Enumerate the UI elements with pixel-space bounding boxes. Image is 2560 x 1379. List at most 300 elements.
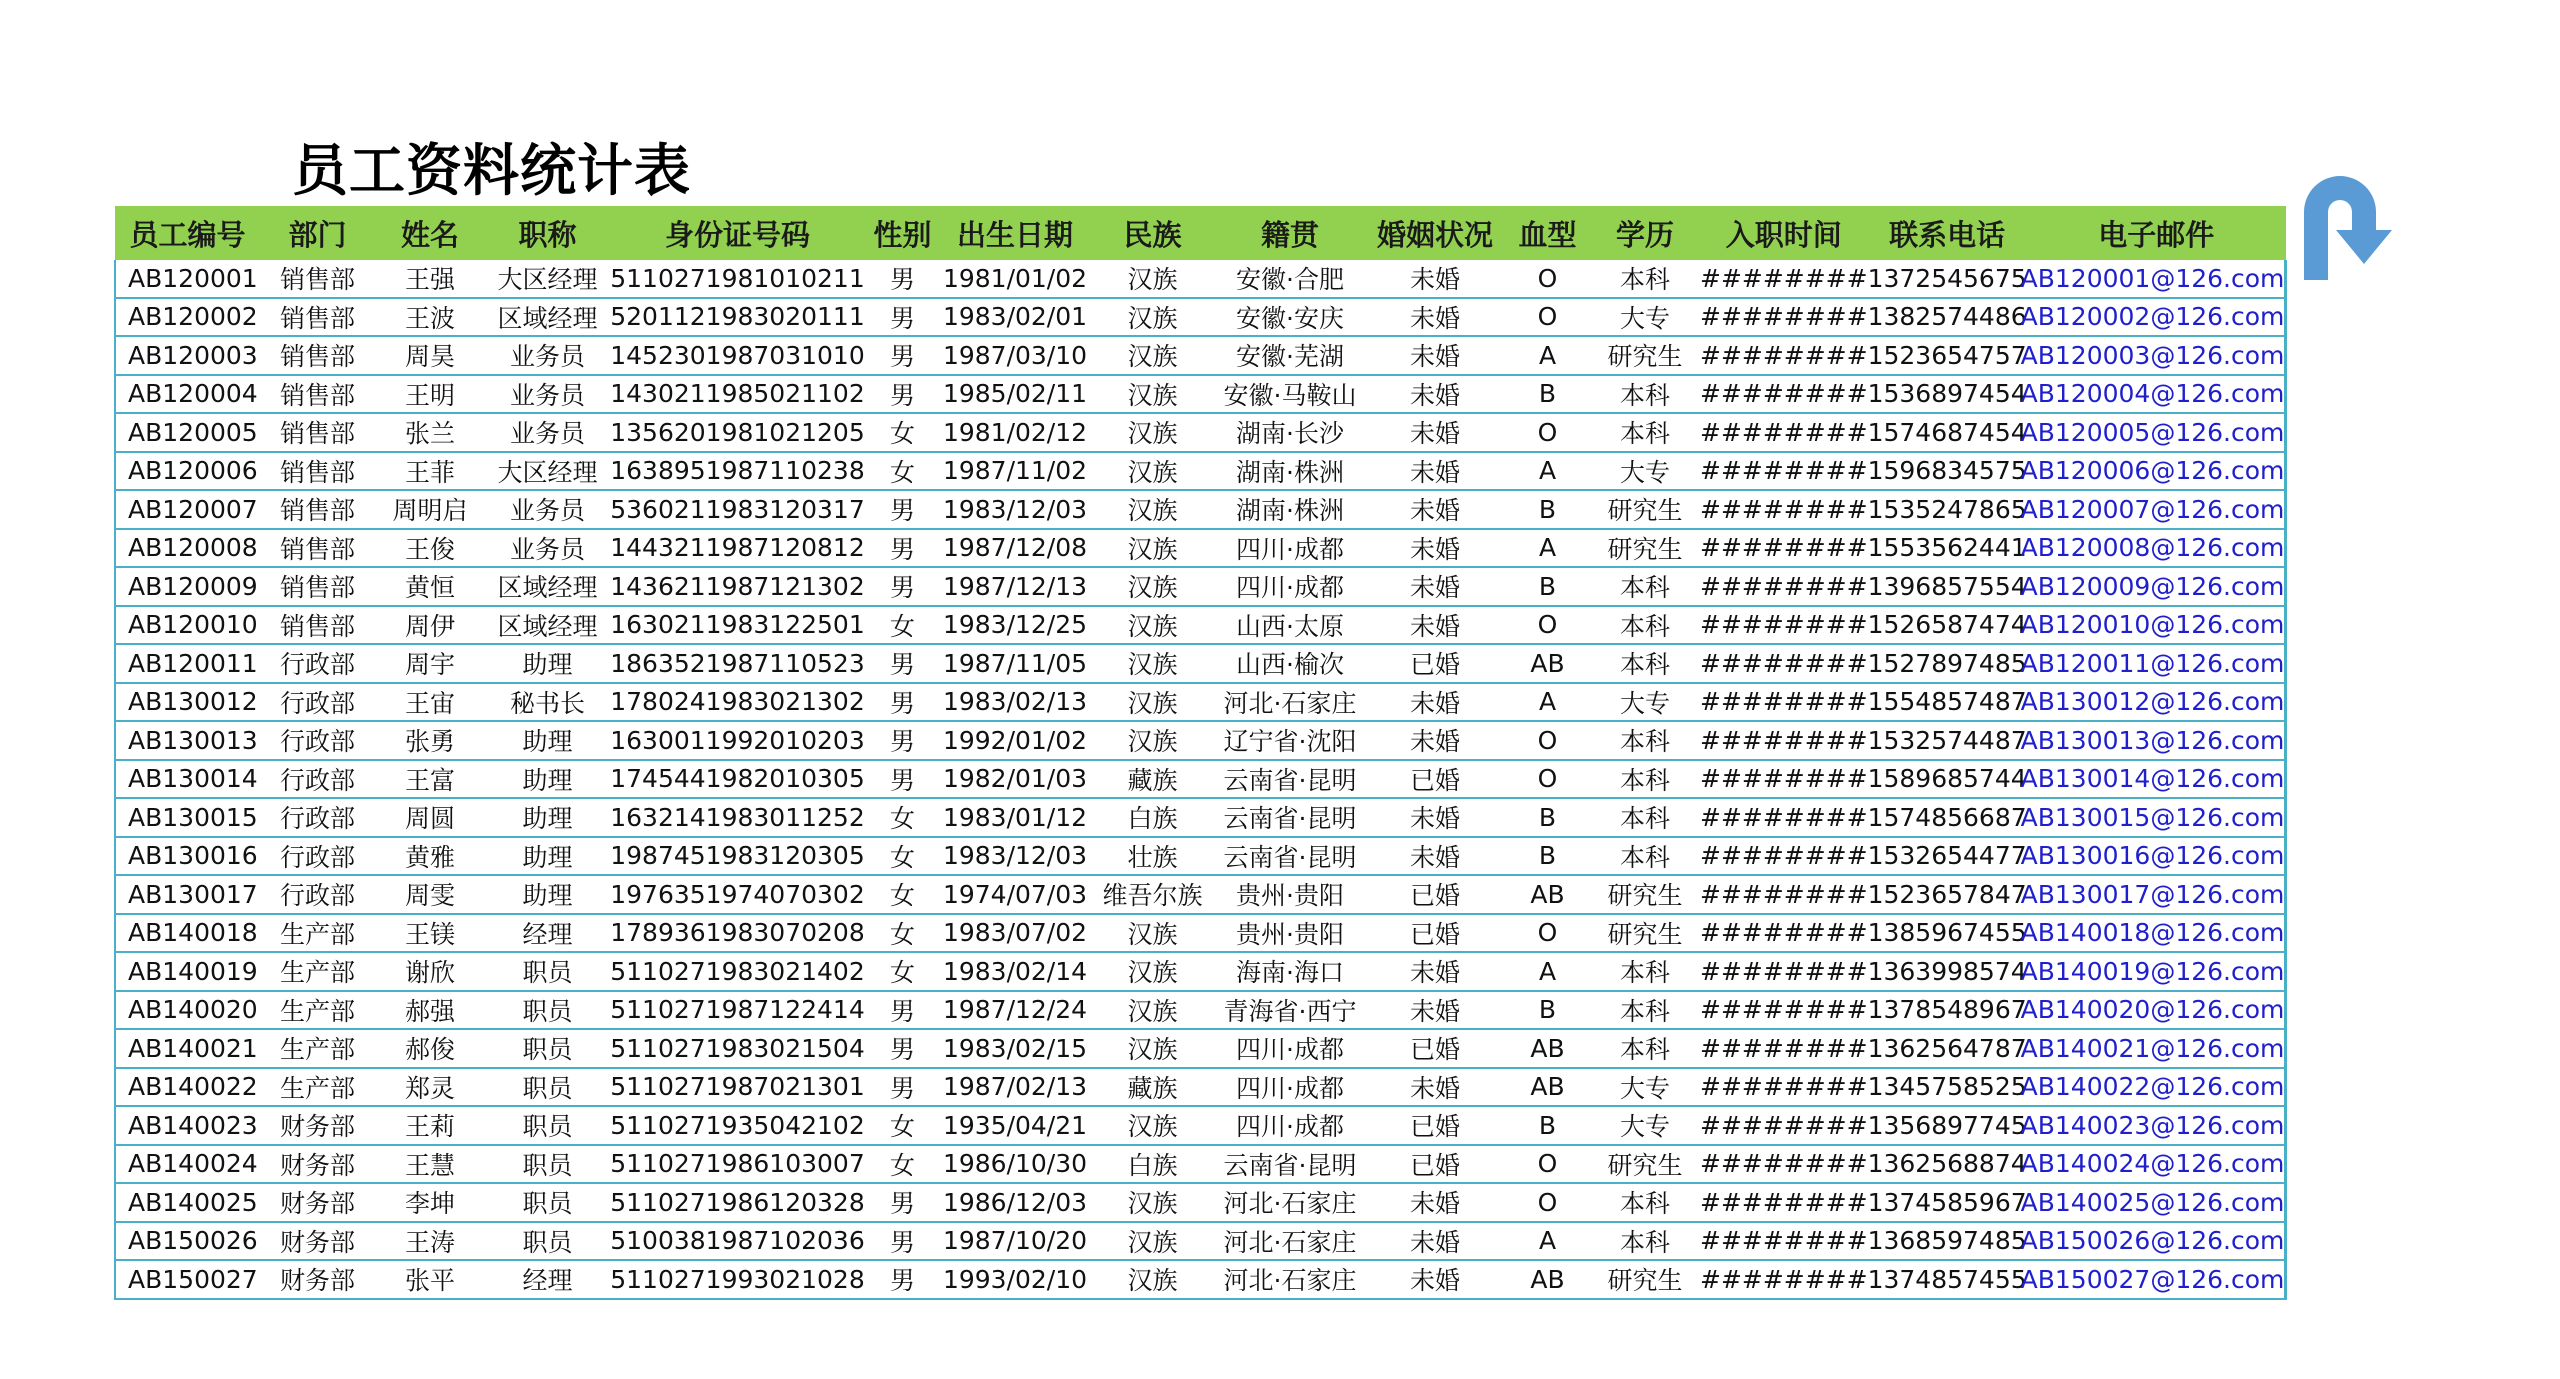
cell-blood[interactable]: B bbox=[1505, 375, 1590, 414]
cell-birthdate[interactable]: 1981/01/02 bbox=[940, 260, 1090, 298]
cell-hire-date[interactable]: ######## bbox=[1700, 837, 1868, 876]
cell-dept[interactable]: 生产部 bbox=[260, 1068, 375, 1107]
cell-ethnicity[interactable]: 汉族 bbox=[1090, 1222, 1215, 1261]
cell-title[interactable]: 大区经理 bbox=[485, 452, 610, 491]
cell-id-number[interactable]: 1638951987110238 bbox=[610, 452, 865, 491]
email-link[interactable]: AB120011@126.com bbox=[2020, 648, 2285, 678]
cell-name[interactable]: 郝强 bbox=[375, 991, 485, 1030]
cell-phone[interactable]: 1532654477 bbox=[1868, 837, 2027, 876]
cell-education[interactable]: 本科 bbox=[1590, 991, 1700, 1030]
email-link[interactable]: AB130016@126.com bbox=[2020, 841, 2285, 871]
cell-emp-id[interactable]: AB120001 bbox=[115, 260, 260, 298]
col-header-marital[interactable]: 婚姻状况 bbox=[1365, 206, 1505, 260]
cell-hire-date[interactable]: ######## bbox=[1700, 567, 1868, 606]
cell-birthdate[interactable]: 1982/01/03 bbox=[940, 760, 1090, 799]
cell-hire-date[interactable]: ######## bbox=[1700, 298, 1868, 337]
cell-id-number[interactable]: 1430211985021102 bbox=[610, 375, 865, 414]
col-header-education[interactable]: 学历 bbox=[1590, 206, 1700, 260]
cell-hire-date[interactable]: ######## bbox=[1700, 490, 1868, 529]
cell-email[interactable] bbox=[2020, 529, 2286, 568]
cell-phone[interactable]: 1374857455 bbox=[1868, 1260, 2027, 1299]
cell-blood[interactable]: B bbox=[1505, 567, 1590, 606]
cell-dept[interactable]: 销售部 bbox=[260, 452, 375, 491]
cell-education[interactable]: 本科 bbox=[1590, 760, 1700, 799]
cell-title[interactable]: 助理 bbox=[485, 875, 610, 914]
cell-emp-id[interactable]: AB140023 bbox=[115, 1106, 260, 1145]
cell-email[interactable] bbox=[2020, 1260, 2286, 1299]
col-header-hire-date[interactable]: 入职时间 bbox=[1700, 206, 1868, 260]
cell-dept[interactable]: 销售部 bbox=[260, 490, 375, 529]
cell-title[interactable]: 助理 bbox=[485, 798, 610, 837]
cell-hometown[interactable]: 安徽·安庆 bbox=[1215, 298, 1365, 337]
cell-phone[interactable]: 1385967455 bbox=[1868, 914, 2027, 953]
cell-blood[interactable]: O bbox=[1505, 260, 1590, 298]
cell-marital[interactable]: 已婚 bbox=[1365, 1029, 1505, 1068]
cell-gender[interactable]: 女 bbox=[865, 1145, 940, 1184]
cell-email[interactable] bbox=[2020, 721, 2286, 760]
cell-email[interactable] bbox=[2020, 837, 2286, 876]
cell-phone[interactable]: 1574856687 bbox=[1868, 798, 2027, 837]
cell-marital[interactable]: 未婚 bbox=[1365, 837, 1505, 876]
cell-blood[interactable]: O bbox=[1505, 413, 1590, 452]
cell-ethnicity[interactable]: 白族 bbox=[1090, 1145, 1215, 1184]
cell-blood[interactable]: O bbox=[1505, 1183, 1590, 1222]
cell-title[interactable]: 区域经理 bbox=[485, 298, 610, 337]
col-header-ethnicity[interactable]: 民族 bbox=[1090, 206, 1215, 260]
cell-blood[interactable]: A bbox=[1505, 1222, 1590, 1261]
cell-emp-id[interactable]: AB130015 bbox=[115, 798, 260, 837]
cell-blood[interactable]: A bbox=[1505, 336, 1590, 375]
cell-blood[interactable]: A bbox=[1505, 683, 1590, 722]
cell-education[interactable]: 本科 bbox=[1590, 798, 1700, 837]
cell-ethnicity[interactable]: 汉族 bbox=[1090, 260, 1215, 298]
cell-emp-id[interactable]: AB140022 bbox=[115, 1068, 260, 1107]
cell-name[interactable]: 王富 bbox=[375, 760, 485, 799]
cell-education[interactable]: 本科 bbox=[1590, 375, 1700, 414]
cell-email[interactable] bbox=[2020, 375, 2286, 414]
cell-phone[interactable]: 1523654757 bbox=[1868, 336, 2027, 375]
cell-hire-date[interactable]: ######## bbox=[1700, 375, 1868, 414]
cell-hometown[interactable]: 湖南·株洲 bbox=[1215, 490, 1365, 529]
cell-dept[interactable]: 行政部 bbox=[260, 875, 375, 914]
cell-blood[interactable]: B bbox=[1505, 1106, 1590, 1145]
cell-id-number[interactable]: 1789361983070208 bbox=[610, 914, 865, 953]
col-header-emp-id[interactable]: 员工编号 bbox=[115, 206, 260, 260]
email-link[interactable]: AB140021@126.com bbox=[2020, 1033, 2285, 1063]
cell-emp-id[interactable]: AB130013 bbox=[115, 721, 260, 760]
cell-education[interactable]: 本科 bbox=[1590, 567, 1700, 606]
cell-emp-id[interactable]: AB130014 bbox=[115, 760, 260, 799]
cell-dept[interactable]: 销售部 bbox=[260, 336, 375, 375]
cell-hometown[interactable]: 河北·石家庄 bbox=[1215, 1260, 1365, 1299]
cell-emp-id[interactable]: AB120005 bbox=[115, 413, 260, 452]
cell-ethnicity[interactable]: 汉族 bbox=[1090, 914, 1215, 953]
cell-hometown[interactable]: 云南省·昆明 bbox=[1215, 760, 1365, 799]
cell-hire-date[interactable]: ######## bbox=[1700, 1183, 1868, 1222]
cell-birthdate[interactable]: 1981/02/12 bbox=[940, 413, 1090, 452]
cell-gender[interactable]: 男 bbox=[865, 567, 940, 606]
cell-education[interactable]: 本科 bbox=[1590, 644, 1700, 683]
cell-gender[interactable]: 男 bbox=[865, 1222, 940, 1261]
cell-birthdate[interactable]: 1985/02/11 bbox=[940, 375, 1090, 414]
cell-emp-id[interactable]: AB140018 bbox=[115, 914, 260, 953]
cell-ethnicity[interactable]: 汉族 bbox=[1090, 1260, 1215, 1299]
cell-birthdate[interactable]: 1983/12/03 bbox=[940, 490, 1090, 529]
cell-marital[interactable]: 已婚 bbox=[1365, 914, 1505, 953]
cell-hire-date[interactable]: ######## bbox=[1700, 413, 1868, 452]
cell-emp-id[interactable]: AB120008 bbox=[115, 529, 260, 568]
cell-name[interactable]: 王镁 bbox=[375, 914, 485, 953]
cell-birthdate[interactable]: 1983/12/03 bbox=[940, 837, 1090, 876]
cell-education[interactable]: 本科 bbox=[1590, 1029, 1700, 1068]
cell-hire-date[interactable]: ######## bbox=[1700, 952, 1868, 991]
cell-dept[interactable]: 行政部 bbox=[260, 798, 375, 837]
cell-phone[interactable]: 1596834575 bbox=[1868, 452, 2027, 491]
cell-email[interactable] bbox=[2020, 567, 2286, 606]
cell-marital[interactable]: 已婚 bbox=[1365, 1106, 1505, 1145]
cell-email[interactable] bbox=[2020, 914, 2286, 953]
email-link[interactable]: AB130015@126.com bbox=[2020, 802, 2285, 832]
cell-title[interactable]: 大区经理 bbox=[485, 260, 610, 298]
email-link[interactable]: AB130012@126.com bbox=[2020, 687, 2285, 717]
cell-hometown[interactable]: 河北·石家庄 bbox=[1215, 1183, 1365, 1222]
cell-education[interactable]: 大专 bbox=[1590, 683, 1700, 722]
email-link[interactable]: AB140025@126.com bbox=[2020, 1187, 2285, 1217]
cell-dept[interactable]: 销售部 bbox=[260, 375, 375, 414]
cell-birthdate[interactable]: 1983/07/02 bbox=[940, 914, 1090, 953]
cell-marital[interactable]: 未婚 bbox=[1365, 298, 1505, 337]
cell-hire-date[interactable]: ######## bbox=[1700, 644, 1868, 683]
cell-hire-date[interactable]: ######## bbox=[1700, 798, 1868, 837]
cell-dept[interactable]: 销售部 bbox=[260, 298, 375, 337]
cell-id-number[interactable]: 5110271981010211 bbox=[610, 260, 865, 298]
cell-title[interactable]: 区域经理 bbox=[485, 567, 610, 606]
cell-dept[interactable]: 生产部 bbox=[260, 952, 375, 991]
cell-marital[interactable]: 未婚 bbox=[1365, 1068, 1505, 1107]
cell-gender[interactable]: 男 bbox=[865, 298, 940, 337]
cell-hometown[interactable]: 河北·石家庄 bbox=[1215, 1222, 1365, 1261]
cell-id-number[interactable]: 1630211983122501 bbox=[610, 606, 865, 645]
cell-email[interactable] bbox=[2020, 1222, 2286, 1261]
cell-ethnicity[interactable]: 汉族 bbox=[1090, 375, 1215, 414]
cell-hire-date[interactable]: ######## bbox=[1700, 760, 1868, 799]
cell-emp-id[interactable]: AB130016 bbox=[115, 837, 260, 876]
email-link[interactable]: AB120010@126.com bbox=[2020, 610, 2285, 640]
cell-education[interactable]: 本科 bbox=[1590, 1222, 1700, 1261]
cell-blood[interactable]: A bbox=[1505, 529, 1590, 568]
cell-phone[interactable]: 1536897454 bbox=[1868, 375, 2027, 414]
cell-birthdate[interactable]: 1983/02/13 bbox=[940, 683, 1090, 722]
cell-birthdate[interactable]: 1987/12/13 bbox=[940, 567, 1090, 606]
cell-ethnicity[interactable]: 汉族 bbox=[1090, 644, 1215, 683]
cell-marital[interactable]: 未婚 bbox=[1365, 683, 1505, 722]
cell-id-number[interactable]: 1863521987110523 bbox=[610, 644, 865, 683]
cell-education[interactable]: 研究生 bbox=[1590, 336, 1700, 375]
email-link[interactable]: AB140024@126.com bbox=[2020, 1149, 2285, 1179]
cell-name[interactable]: 王强 bbox=[375, 260, 485, 298]
cell-phone[interactable]: 1527897485 bbox=[1868, 644, 2027, 683]
col-header-dept[interactable]: 部门 bbox=[260, 206, 375, 260]
cell-email[interactable] bbox=[2020, 413, 2286, 452]
cell-blood[interactable]: O bbox=[1505, 721, 1590, 760]
cell-hometown[interactable]: 四川·成都 bbox=[1215, 1068, 1365, 1107]
cell-name[interactable]: 周圆 bbox=[375, 798, 485, 837]
email-link[interactable]: AB140018@126.com bbox=[2020, 918, 2285, 948]
cell-phone[interactable]: 1368597485 bbox=[1868, 1222, 2027, 1261]
cell-marital[interactable]: 未婚 bbox=[1365, 529, 1505, 568]
cell-education[interactable]: 研究生 bbox=[1590, 1260, 1700, 1299]
cell-dept[interactable]: 行政部 bbox=[260, 760, 375, 799]
cell-id-number[interactable]: 5201121983020111 bbox=[610, 298, 865, 337]
cell-name[interactable]: 王宙 bbox=[375, 683, 485, 722]
cell-emp-id[interactable]: AB120011 bbox=[115, 644, 260, 683]
cell-dept[interactable]: 财务部 bbox=[260, 1260, 375, 1299]
cell-emp-id[interactable]: AB140020 bbox=[115, 991, 260, 1030]
cell-marital[interactable]: 未婚 bbox=[1365, 991, 1505, 1030]
cell-phone[interactable]: 1526587474 bbox=[1868, 606, 2027, 645]
cell-education[interactable]: 研究生 bbox=[1590, 529, 1700, 568]
cell-title[interactable]: 助理 bbox=[485, 721, 610, 760]
cell-title[interactable]: 业务员 bbox=[485, 529, 610, 568]
cell-id-number[interactable]: 5110271993021028 bbox=[610, 1260, 865, 1299]
cell-emp-id[interactable]: AB120009 bbox=[115, 567, 260, 606]
cell-blood[interactable]: B bbox=[1505, 798, 1590, 837]
cell-hometown[interactable]: 山西·榆次 bbox=[1215, 644, 1365, 683]
cell-birthdate[interactable]: 1987/12/24 bbox=[940, 991, 1090, 1030]
cell-emp-id[interactable]: AB120002 bbox=[115, 298, 260, 337]
cell-dept[interactable]: 销售部 bbox=[260, 529, 375, 568]
cell-hire-date[interactable]: ######## bbox=[1700, 260, 1868, 298]
cell-emp-id[interactable]: AB140025 bbox=[115, 1183, 260, 1222]
cell-hometown[interactable]: 四川·成都 bbox=[1215, 1029, 1365, 1068]
cell-hometown[interactable]: 辽宁省·沈阳 bbox=[1215, 721, 1365, 760]
cell-emp-id[interactable]: AB150026 bbox=[115, 1222, 260, 1261]
cell-gender[interactable]: 男 bbox=[865, 1068, 940, 1107]
cell-education[interactable]: 本科 bbox=[1590, 260, 1700, 298]
cell-birthdate[interactable]: 1935/04/21 bbox=[940, 1106, 1090, 1145]
cell-emp-id[interactable]: AB120006 bbox=[115, 452, 260, 491]
cell-hire-date[interactable]: ######## bbox=[1700, 875, 1868, 914]
cell-ethnicity[interactable]: 汉族 bbox=[1090, 606, 1215, 645]
cell-blood[interactable]: AB bbox=[1505, 644, 1590, 683]
cell-title[interactable]: 职员 bbox=[485, 1029, 610, 1068]
cell-hire-date[interactable]: ######## bbox=[1700, 1068, 1868, 1107]
cell-marital[interactable]: 未婚 bbox=[1365, 452, 1505, 491]
cell-dept[interactable]: 行政部 bbox=[260, 721, 375, 760]
cell-gender[interactable]: 男 bbox=[865, 644, 940, 683]
cell-marital[interactable]: 未婚 bbox=[1365, 490, 1505, 529]
cell-gender[interactable]: 女 bbox=[865, 837, 940, 876]
cell-hometown[interactable]: 四川·成都 bbox=[1215, 1106, 1365, 1145]
cell-ethnicity[interactable]: 汉族 bbox=[1090, 529, 1215, 568]
cell-birthdate[interactable]: 1992/01/02 bbox=[940, 721, 1090, 760]
email-link[interactable]: AB140020@126.com bbox=[2020, 995, 2285, 1025]
cell-birthdate[interactable]: 1983/02/01 bbox=[940, 298, 1090, 337]
cell-marital[interactable]: 未婚 bbox=[1365, 413, 1505, 452]
cell-phone[interactable]: 1523657847 bbox=[1868, 875, 2027, 914]
cell-id-number[interactable]: 5100381987102036 bbox=[610, 1222, 865, 1261]
cell-hire-date[interactable]: ######## bbox=[1700, 336, 1868, 375]
cell-ethnicity[interactable]: 白族 bbox=[1090, 798, 1215, 837]
cell-gender[interactable]: 男 bbox=[865, 1029, 940, 1068]
cell-gender[interactable]: 女 bbox=[865, 952, 940, 991]
cell-hire-date[interactable]: ######## bbox=[1700, 914, 1868, 953]
cell-name[interactable]: 周雯 bbox=[375, 875, 485, 914]
cell-name[interactable]: 黄雅 bbox=[375, 837, 485, 876]
cell-blood[interactable]: AB bbox=[1505, 1029, 1590, 1068]
cell-dept[interactable]: 财务部 bbox=[260, 1145, 375, 1184]
cell-gender[interactable]: 男 bbox=[865, 529, 940, 568]
cell-marital[interactable]: 未婚 bbox=[1365, 798, 1505, 837]
cell-hire-date[interactable]: ######## bbox=[1700, 606, 1868, 645]
email-link[interactable]: AB130014@126.com bbox=[2020, 764, 2285, 794]
cell-title[interactable]: 职员 bbox=[485, 1068, 610, 1107]
cell-name[interactable]: 周伊 bbox=[375, 606, 485, 645]
cell-birthdate[interactable]: 1987/11/05 bbox=[940, 644, 1090, 683]
email-link[interactable]: AB120007@126.com bbox=[2020, 494, 2285, 524]
cell-marital[interactable]: 未婚 bbox=[1365, 606, 1505, 645]
cell-education[interactable]: 研究生 bbox=[1590, 914, 1700, 953]
cell-gender[interactable]: 男 bbox=[865, 490, 940, 529]
cell-blood[interactable]: AB bbox=[1505, 875, 1590, 914]
cell-dept[interactable]: 行政部 bbox=[260, 644, 375, 683]
cell-marital[interactable]: 未婚 bbox=[1365, 1183, 1505, 1222]
cell-title[interactable]: 业务员 bbox=[485, 336, 610, 375]
cell-ethnicity[interactable]: 藏族 bbox=[1090, 1068, 1215, 1107]
cell-education[interactable]: 研究生 bbox=[1590, 490, 1700, 529]
cell-phone[interactable]: 1532574487 bbox=[1868, 721, 2027, 760]
cell-hometown[interactable]: 贵州·贵阳 bbox=[1215, 875, 1365, 914]
cell-ethnicity[interactable]: 汉族 bbox=[1090, 1029, 1215, 1068]
cell-id-number[interactable]: 5110271987021301 bbox=[610, 1068, 865, 1107]
cell-hometown[interactable]: 云南省·昆明 bbox=[1215, 1145, 1365, 1184]
cell-marital[interactable]: 未婚 bbox=[1365, 336, 1505, 375]
email-link[interactable]: AB130013@126.com bbox=[2020, 725, 2285, 755]
cell-dept[interactable]: 生产部 bbox=[260, 991, 375, 1030]
cell-education[interactable]: 大专 bbox=[1590, 1106, 1700, 1145]
cell-id-number[interactable]: 1745441982010305 bbox=[610, 760, 865, 799]
cell-title[interactable]: 职员 bbox=[485, 1106, 610, 1145]
cell-phone[interactable]: 1553562441 bbox=[1868, 529, 2027, 568]
cell-email[interactable] bbox=[2020, 1106, 2286, 1145]
cell-name[interactable]: 王菲 bbox=[375, 452, 485, 491]
cell-blood[interactable]: AB bbox=[1505, 1068, 1590, 1107]
cell-email[interactable] bbox=[2020, 606, 2286, 645]
email-link[interactable]: AB140019@126.com bbox=[2020, 956, 2285, 986]
cell-gender[interactable]: 女 bbox=[865, 413, 940, 452]
cell-title[interactable]: 职员 bbox=[485, 991, 610, 1030]
cell-title[interactable]: 职员 bbox=[485, 1183, 610, 1222]
cell-hometown[interactable]: 四川·成都 bbox=[1215, 567, 1365, 606]
cell-gender[interactable]: 女 bbox=[865, 914, 940, 953]
cell-gender[interactable]: 男 bbox=[865, 991, 940, 1030]
cell-gender[interactable]: 女 bbox=[865, 452, 940, 491]
cell-phone[interactable]: 1589685744 bbox=[1868, 760, 2027, 799]
cell-dept[interactable]: 财务部 bbox=[260, 1183, 375, 1222]
cell-gender[interactable]: 男 bbox=[865, 336, 940, 375]
cell-name[interactable]: 黄恒 bbox=[375, 567, 485, 606]
cell-dept[interactable]: 行政部 bbox=[260, 683, 375, 722]
cell-hire-date[interactable]: ######## bbox=[1700, 529, 1868, 568]
col-header-name[interactable]: 姓名 bbox=[375, 206, 485, 260]
cell-ethnicity[interactable]: 汉族 bbox=[1090, 452, 1215, 491]
cell-phone[interactable]: 1535247865 bbox=[1868, 490, 2027, 529]
cell-hometown[interactable]: 贵州·贵阳 bbox=[1215, 914, 1365, 953]
cell-id-number[interactable]: 5110271983021504 bbox=[610, 1029, 865, 1068]
cell-hometown[interactable]: 山西·太原 bbox=[1215, 606, 1365, 645]
email-link[interactable]: AB120009@126.com bbox=[2020, 571, 2285, 601]
cell-emp-id[interactable]: AB120004 bbox=[115, 375, 260, 414]
cell-gender[interactable]: 男 bbox=[865, 1183, 940, 1222]
cell-ethnicity[interactable]: 汉族 bbox=[1090, 490, 1215, 529]
email-link[interactable]: AB120002@126.com bbox=[2020, 302, 2285, 332]
cell-email[interactable] bbox=[2020, 452, 2286, 491]
cell-hometown[interactable]: 湖南·长沙 bbox=[1215, 413, 1365, 452]
cell-birthdate[interactable]: 1987/11/02 bbox=[940, 452, 1090, 491]
cell-blood[interactable]: O bbox=[1505, 914, 1590, 953]
cell-hometown[interactable]: 海南·海口 bbox=[1215, 952, 1365, 991]
cell-phone[interactable]: 1574687454 bbox=[1868, 413, 2027, 452]
cell-dept[interactable]: 销售部 bbox=[260, 567, 375, 606]
cell-name[interactable]: 李坤 bbox=[375, 1183, 485, 1222]
cell-id-number[interactable]: 1452301987031010 bbox=[610, 336, 865, 375]
cell-marital[interactable]: 未婚 bbox=[1365, 375, 1505, 414]
cell-dept[interactable]: 财务部 bbox=[260, 1222, 375, 1261]
cell-email[interactable] bbox=[2020, 1068, 2286, 1107]
col-header-gender[interactable]: 性别 bbox=[865, 206, 940, 260]
cell-hire-date[interactable]: ######## bbox=[1700, 1145, 1868, 1184]
cell-ethnicity[interactable]: 汉族 bbox=[1090, 952, 1215, 991]
cell-id-number[interactable]: 1976351974070302 bbox=[610, 875, 865, 914]
cell-gender[interactable]: 男 bbox=[865, 760, 940, 799]
cell-email[interactable] bbox=[2020, 991, 2286, 1030]
cell-emp-id[interactable]: AB130017 bbox=[115, 875, 260, 914]
cell-name[interactable]: 王慧 bbox=[375, 1145, 485, 1184]
cell-marital[interactable]: 未婚 bbox=[1365, 567, 1505, 606]
cell-birthdate[interactable]: 1983/12/25 bbox=[940, 606, 1090, 645]
cell-name[interactable]: 周昊 bbox=[375, 336, 485, 375]
cell-email[interactable] bbox=[2020, 260, 2286, 298]
cell-phone[interactable]: 1356897745 bbox=[1868, 1106, 2027, 1145]
cell-phone[interactable]: 1372545675 bbox=[1868, 260, 2027, 298]
cell-blood[interactable]: A bbox=[1505, 952, 1590, 991]
cell-ethnicity[interactable]: 汉族 bbox=[1090, 336, 1215, 375]
col-header-hometown[interactable]: 籍贯 bbox=[1215, 206, 1365, 260]
cell-dept[interactable]: 销售部 bbox=[260, 260, 375, 298]
cell-blood[interactable]: O bbox=[1505, 298, 1590, 337]
cell-name[interactable]: 谢欣 bbox=[375, 952, 485, 991]
cell-dept[interactable]: 生产部 bbox=[260, 914, 375, 953]
cell-blood[interactable]: O bbox=[1505, 606, 1590, 645]
cell-blood[interactable]: O bbox=[1505, 1145, 1590, 1184]
u-turn-arrow-icon[interactable] bbox=[2300, 168, 2400, 280]
cell-birthdate[interactable]: 1987/03/10 bbox=[940, 336, 1090, 375]
cell-dept[interactable]: 销售部 bbox=[260, 606, 375, 645]
cell-hometown[interactable]: 安徽·马鞍山 bbox=[1215, 375, 1365, 414]
cell-ethnicity[interactable]: 汉族 bbox=[1090, 413, 1215, 452]
col-header-blood[interactable]: 血型 bbox=[1505, 206, 1590, 260]
cell-birthdate[interactable]: 1987/10/20 bbox=[940, 1222, 1090, 1261]
cell-marital[interactable]: 已婚 bbox=[1365, 1145, 1505, 1184]
cell-blood[interactable]: O bbox=[1505, 760, 1590, 799]
col-header-title[interactable]: 职称 bbox=[485, 206, 610, 260]
cell-education[interactable]: 本科 bbox=[1590, 606, 1700, 645]
cell-email[interactable] bbox=[2020, 952, 2286, 991]
cell-email[interactable] bbox=[2020, 875, 2286, 914]
col-header-birthdate[interactable]: 出生日期 bbox=[940, 206, 1090, 260]
cell-marital[interactable]: 已婚 bbox=[1365, 644, 1505, 683]
cell-birthdate[interactable]: 1983/02/15 bbox=[940, 1029, 1090, 1068]
